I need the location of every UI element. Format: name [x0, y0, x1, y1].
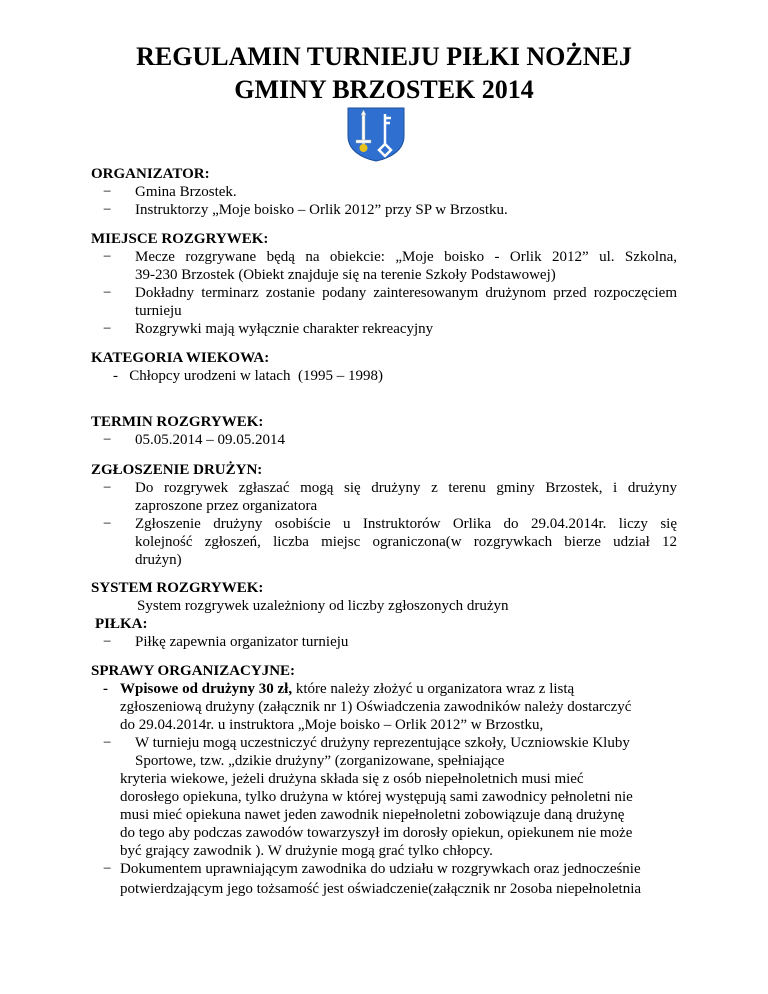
list-item: Gmina Brzostek.: [135, 184, 237, 200]
section-heading-organizator: ORGANIZATOR:: [91, 166, 210, 182]
list-dash: −: [103, 861, 112, 877]
section-heading-termin: TERMIN ROZGRYWEK:: [91, 414, 264, 430]
section-text: System rozgrywek uzależniony od liczby zgłoszonych drużyn: [137, 598, 509, 614]
list-item-line: drużyn): [135, 552, 182, 568]
list-item-line: Dokumentem uprawniającym zawodnika do udziału w rozgrywkach oraz jednocześnie: [120, 861, 641, 877]
list-item-line: Zgłoszenie drużyny osobiście u Instruktorów Orlika do 29.04.2014r. liczy się: [135, 516, 677, 532]
list-dash: −: [103, 202, 112, 218]
list-item-line: kolejność zgłoszeń, liczba miejsc ograniczona(w rozgrywkach bierze udział 12: [135, 534, 677, 550]
list-dash: −: [103, 285, 112, 301]
list-dash: −: [103, 432, 112, 448]
list-item: Instruktorzy „Moje boisko – Orlik 2012” przy SP w Brzostku.: [135, 202, 508, 218]
list-dash: −: [103, 480, 112, 496]
list-item-line: [120, 680, 574, 698]
list-item: Rozgrywki mają wyłącznie charakter rekreacyjny: [135, 321, 434, 337]
list-item-line: dorosłego opiekuna, tylko drużyna w której występują sami zawodnicy pełnoletni nie: [120, 789, 633, 805]
list-item-line: zgłoszeniową drużyny (załącznik nr 1) Oświadczenia zawodników należy dostarczyć: [120, 699, 632, 715]
list-item: Piłkę zapewnia organizator turnieju: [135, 634, 349, 650]
list-item-line: Do rozgrywek zgłaszać mogą się drużyny z terenu gminy Brzostek, i drużyny: [135, 480, 677, 496]
list-item-line: Mecze rozgrywane będą na obiekcie: „Moje boisko - Orlik 2012” ul. Szkolna,: [135, 249, 677, 265]
list-item-line: musi mieć opiekuna nawet jeden zawodnik niepełnoletni zobowiązuje daną drużynę: [120, 807, 625, 823]
section-heading-zgloszenie: ZGŁOSZENIE DRUŻYN:: [91, 462, 263, 478]
list-dash: −: [103, 516, 112, 532]
list-dash: −: [103, 634, 112, 650]
document-title-line1: REGULAMIN TURNIEJU PIŁKI NOŻNEJ: [136, 42, 632, 71]
list-item-line: turnieju: [135, 303, 182, 319]
list-item-line: Dokładny terminarz zostanie podany zainteresowanym drużynom przed rozpoczęciem: [135, 285, 677, 301]
brzostek-coat-of-arms: [345, 106, 407, 162]
list-dash: −: [103, 735, 112, 751]
section-heading-sprawy: SPRAWY ORGANIZACYJNE:: [91, 663, 296, 679]
entry-fee-text: Wpisowe od drużyny 30 zł,: [120, 681, 293, 697]
entry-fee-rest: które należy złożyć u organizatora wraz z listą: [292, 681, 575, 697]
list-item-line: do tego aby podczas zawodów towarzyszył im dorosły opiekun, opiekunem nie może: [120, 825, 633, 841]
section-heading-miejsce: MIEJSCE ROZGRYWEK:: [91, 231, 269, 247]
list-dash: −: [103, 249, 112, 265]
list-item-line: W turnieju mogą uczestniczyć drużyny reprezentujące szkoły, Uczniowskie Kluby: [135, 735, 630, 751]
list-item-line: zaproszone przez organizatora: [135, 498, 318, 514]
list-item-line: do 29.04.2014r. u instruktora „Moje boisko – Orlik 2012” w Brzostku,: [120, 717, 544, 733]
section-heading-system: SYSTEM ROZGRYWEK:: [91, 580, 264, 596]
list-item: - Chłopcy urodzeni w latach (1995 – 1998): [113, 368, 383, 384]
section-heading-kategoria: KATEGORIA WIEKOWA:: [91, 350, 270, 366]
list-bullet: -: [103, 681, 108, 697]
section-heading-pilka: PIŁKA:: [95, 616, 148, 632]
document-title-line2: GMINY BRZOSTEK 2014: [234, 75, 534, 104]
list-item-line: potwierdzającym jego tożsamość jest oświadczenie(załącznik nr 2osoba niepełnoletnia: [120, 881, 642, 897]
list-item-line: 39-230 Brzostek (Obiekt znajduje się na terenie Szkoły Podstawowej): [135, 267, 556, 283]
list-dash: −: [103, 321, 112, 337]
list-item-line: kryteria wiekowe, jeżeli drużyna składa się z osób niepełnoletnich musi mieć: [120, 771, 584, 787]
list-item-line: być grający zawodnik ). W drużynie mogą grać tylko chłopcy.: [120, 843, 493, 859]
list-item-line: Sportowe, tzw. „dzikie drużyny” (zorganizowane, spełniające: [135, 753, 505, 769]
list-item: 05.05.2014 – 09.05.2014: [135, 432, 285, 448]
list-dash: −: [103, 184, 112, 200]
